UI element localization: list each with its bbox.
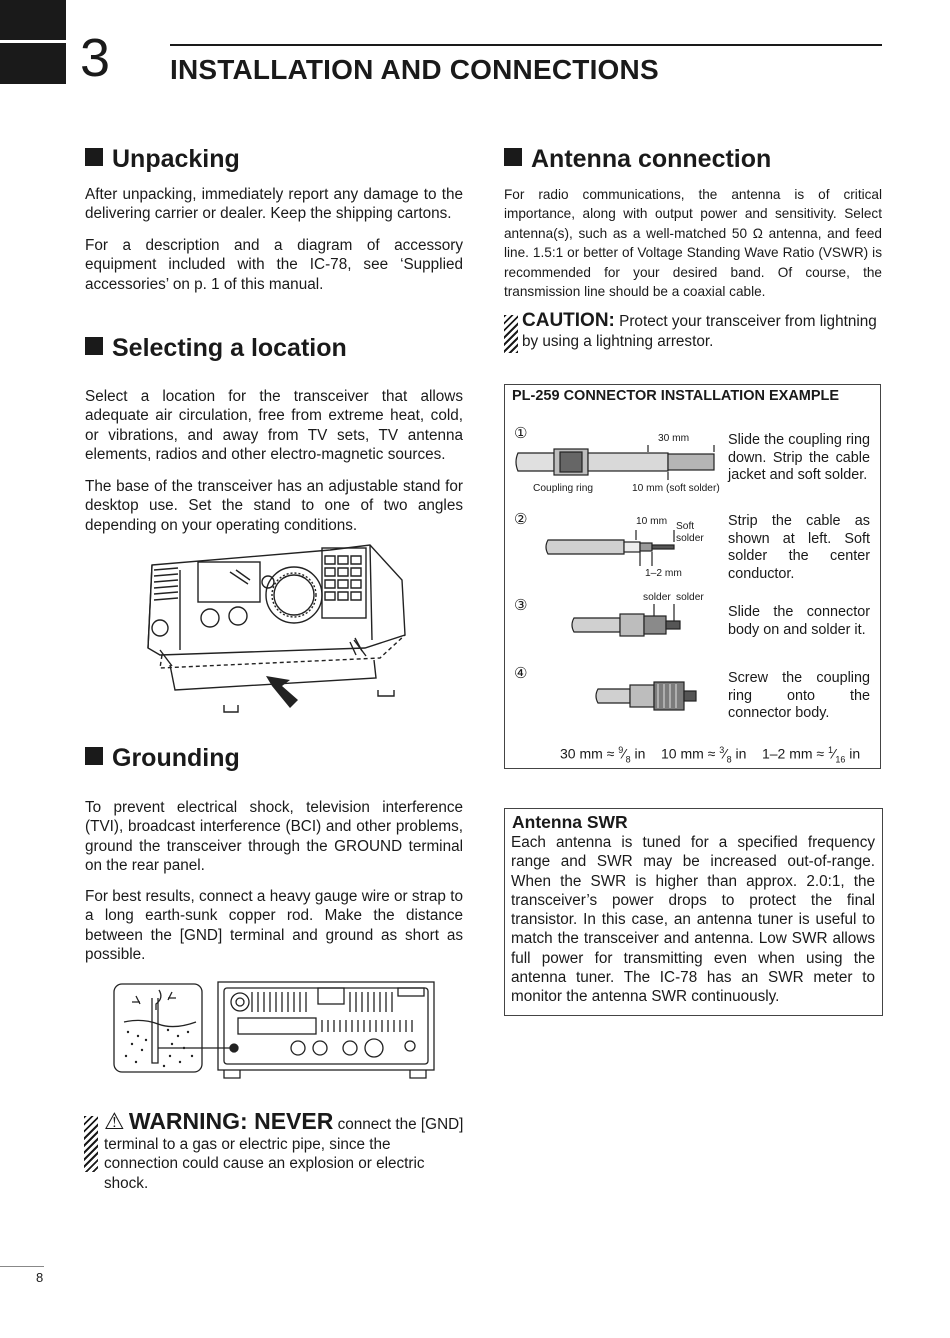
step-3-solder-label-2: solder — [676, 592, 704, 603]
step-1-10mm-label: 10 mm (soft solder) — [632, 483, 720, 494]
step-3-connector-drawing — [570, 604, 690, 644]
antenna-heading: Antenna connection — [504, 144, 771, 174]
footer-rule — [0, 1266, 44, 1267]
transceiver-stand-illustration — [140, 540, 430, 720]
step-1-text: Slide the coupling ring down. Strip the cable jacket and soft solder. — [728, 432, 870, 484]
step-3-solder-label-1: solder — [643, 592, 671, 603]
caution-hatch-bar — [504, 315, 518, 353]
chapter-tab — [0, 0, 66, 84]
ground-rod-rear-panel-illustration — [112, 978, 437, 1080]
step-3-number: ③ — [514, 597, 528, 614]
caution-text: Protect your transceiver from lightning by using a lightning arrestor. — [522, 313, 877, 350]
step-2-number: ② — [514, 511, 528, 528]
step-1-30mm-label: 30 mm — [658, 433, 690, 444]
antenna-swr-title: Antenna SWR — [512, 812, 628, 832]
step-2-10mm-label: 10 mm — [636, 516, 668, 527]
antenna-swr-body: Each antenna is tuned for a specified frequency range and SWR may be increased out-of-range. When the SWR is higher than approx. 2.0:1, the transceiver’s power drops to protect the final transistor. In this case, an antenna tuner is useful to match the transceiver and antenna. Low SWR allows full power for transmitting even when using the antenna tuner. The IC-78 has an SWR meter to monitor the antenna SWR continuously. — [511, 834, 875, 1006]
grounding-heading: Grounding — [85, 743, 240, 773]
step-3-text: Slide the connector body on and solder it. — [728, 604, 870, 638]
unpacking-p1: After unpacking, immediately report any damage to the delivering carrier or dealer. Keep the shipping cartons. — [85, 186, 463, 223]
warning-hatch-bar — [84, 1116, 98, 1172]
warning-label: WARNING: NEVER — [128, 1108, 334, 1134]
grounding-p2: For best results, connect a heavy gauge wire or strap to a long earth-sunk copper rod. Make the distance between the [GND] terminal and ground as short as possible. — [85, 888, 463, 964]
step-2-soft-label: Soft — [676, 521, 695, 532]
step-4-connector-drawing — [594, 676, 704, 716]
step-1-coupling-label: Coupling ring — [533, 483, 594, 494]
square-bullet-icon — [85, 148, 103, 166]
step-2-solder-label: solder — [676, 533, 704, 544]
step-2-text: Strip the cable as shown at left. Soft solder the center conductor. — [728, 513, 870, 583]
step-1-number: ① — [514, 425, 528, 442]
pl259-title: PL-259 CONNECTOR INSTALLATION EXAMPLE — [512, 388, 840, 404]
header-rule — [170, 44, 882, 46]
caution-note — [522, 311, 884, 351]
location-p2: The base of the transceiver has an adjustable stand for desktop use. Set the stand to one of two angles depending on your operating conditions. — [85, 478, 463, 534]
square-bullet-icon — [85, 747, 103, 765]
step-1-cable-drawing — [514, 440, 719, 482]
page-number: 8 — [36, 1270, 44, 1285]
warning-text: connect the [GND] terminal to a gas or electric pipe, since the connection could cause an explosion or electric shock. — [104, 1116, 464, 1192]
warning-triangle-icon: ⚠ — [104, 1108, 125, 1134]
warning-note — [104, 1108, 466, 1193]
chapter-number: 3 — [80, 28, 111, 88]
square-bullet-icon — [85, 337, 103, 355]
step-2-1-2mm-label: 1–2 mm — [645, 568, 682, 579]
square-bullet-icon — [504, 148, 522, 166]
antenna-p1: For radio communications, the antenna is of critical importance, along with output power and sensitivity. Select antenna(s), such as a well-matched 50 Ω antenna, and feed line. 1.5:1 or better of Voltage Standing Wave Ratio (VSWR) is recommended for your desired band. Of course, the transmission line should be a coaxial cable. — [504, 187, 882, 300]
caution-label: CAUTION: — [522, 310, 615, 331]
unit-conversions: 30 mm ≈ $^9⁄_8$ in 10 mm ≈ $^3⁄_8$ in 1–2 mm ≈ $^1⁄_{16}$ in — [560, 745, 861, 765]
step-4-text: Screw the coupling ring onto the connector body. — [728, 670, 870, 722]
chapter-title: INSTALLATION AND CONNECTIONS — [170, 54, 659, 85]
location-p1: Select a location for the transceiver that allows adequate air circulation, free from extreme heat, cold, or vibrations, and away from TV sets, TV antenna elements, radios and other electro-magnetic sources. — [85, 388, 463, 464]
grounding-p1: To prevent electrical shock, television interference (TVI), broadcast interference (BCI) and other problems, ground the transceiver through the GROUND terminal on the rear panel. — [85, 799, 463, 875]
step-2-cable-drawing — [544, 528, 694, 568]
unpacking-p2: For a description and a diagram of accessory equipment included with the IC-78, see ‘Supplied accessories’ on p. 1 of this manual. — [85, 237, 463, 293]
location-heading: Selecting a location — [85, 333, 347, 363]
step-4-number: ④ — [514, 665, 528, 682]
unpacking-heading: Unpacking — [85, 144, 240, 174]
